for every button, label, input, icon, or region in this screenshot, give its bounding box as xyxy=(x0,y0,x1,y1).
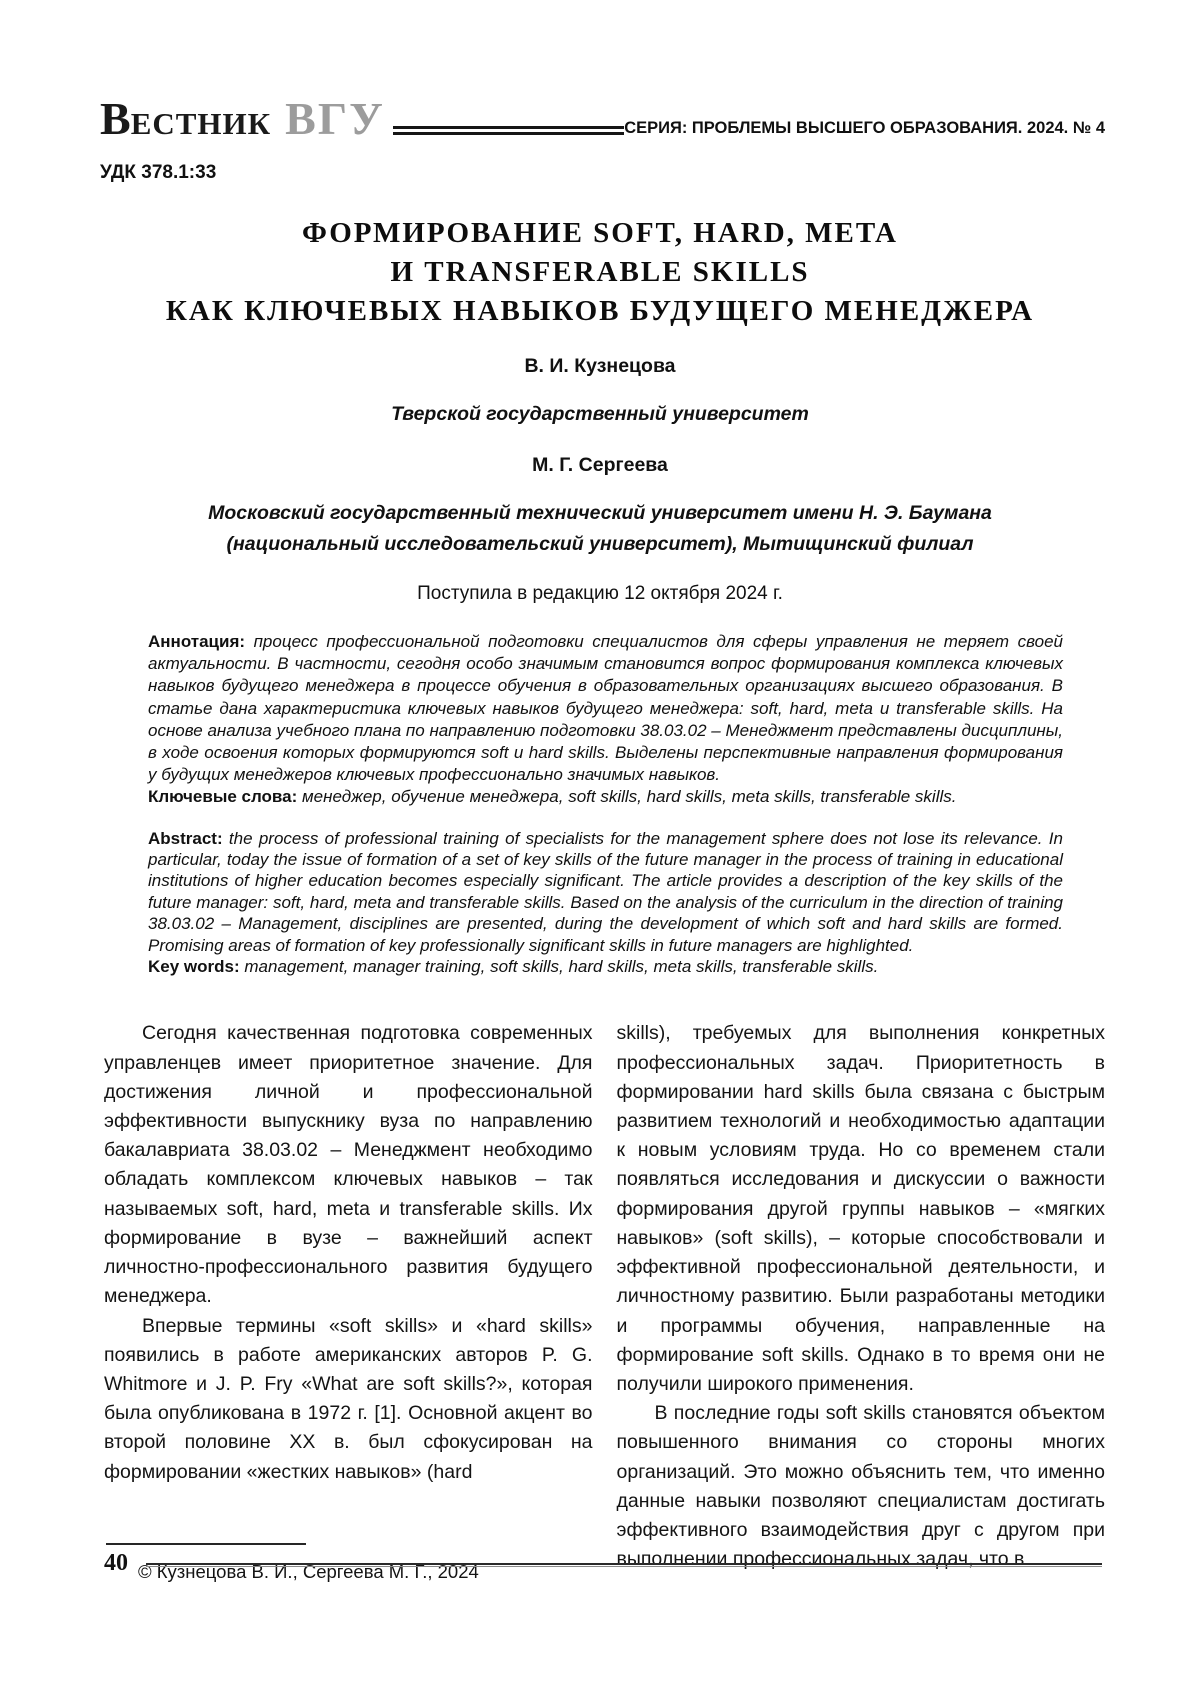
annotation-block xyxy=(148,631,1063,809)
keywords-ru-label: Ключевые слова: xyxy=(148,787,298,807)
abstract-text: the process of professional training of specialists for the management sphere does not lose its relevance. In particular, today the issue of formation of a set of key skills of the future manager in the process of training in educational institutions of higher education becomes especially significant. The article provides a description of the key skills of the future manager: soft, hard, meta and transferable skills. Based on the analysis of the curriculum in the direction of training 38.03.02 – Management, disciplines are presented, during the development of which soft and hard skills are formed. Promising areas of formation of key professionally significant skills in future managers are highlighted. xyxy=(148,828,1063,955)
author-2-affiliation-line1: Московский государственный технический университет имени Н. Э. Баумана xyxy=(208,502,992,524)
article-title-line2: И TRANSFERABLE SKILLS xyxy=(390,256,810,288)
article-title-line3: КАК КЛЮЧЕВЫХ НАВЫКОВ БУДУЩЕГО МЕНЕДЖЕРА xyxy=(165,295,1035,327)
footnote-rule xyxy=(106,1543,306,1545)
author-2-affiliation xyxy=(0,498,1200,560)
annotation-paragraph xyxy=(148,631,1063,786)
article-title-line1: ФОРМИРОВАНИЕ SOFT, HARD, META xyxy=(301,217,898,249)
body-paragraph: Впервые термины «soft skills» и «hard skills» появились в работе американских авторов P. G. Whitmore и J. P. Fry «What are soft skills?», которая была опубликована в 1972 г. [1]. Основной акцент во второй половине XX в. был сфокусирован на формировании «жестких навыков» (hard xyxy=(104,1314,593,1483)
keywords-en-text: management, manager training, soft skills, hard skills, meta skills, transferable skills. xyxy=(244,957,879,977)
journal-logo-rest: ЕСТНИК xyxy=(130,106,272,141)
abstract-label: Abstract: xyxy=(148,828,223,848)
author-2-name: М. Г. Сергеева xyxy=(532,454,668,476)
journal-logo-abbr: ВГУ xyxy=(285,93,385,144)
keywords-en-label: Key words: xyxy=(148,957,240,977)
page-number: 40 xyxy=(104,1550,128,1576)
keywords-en-line xyxy=(148,956,1063,977)
header-double-rule xyxy=(393,126,624,135)
annotation-text: процесс профессиональной подготовки специалистов для сферы управления не теряет своей актуальности. В частности, сегодня особо значимым становится вопрос формирования комплекса ключевых навыков будущего менеджера в процессе обучения в образовательных организациях высшего образования. В статье дана характеристика ключевых навыков будущего менеджера: soft, hard, meta и transferable skills. На основе анализа учебного плана по направлению подготовки 38.03.02 – Менеджмент представлены дисциплины, в ходе освоения которых формируются soft и hard skills. Выделены перспективные направления формирования у будущих менеджеров ключевых профессионально значимых навыков. xyxy=(148,632,1063,785)
abstract-block xyxy=(148,828,1063,978)
abstract-paragraph xyxy=(148,828,1063,956)
annotation-label: Аннотация: xyxy=(148,632,246,651)
author-1-name: В. И. Кузнецова xyxy=(524,355,676,377)
keywords-ru-text: менеджер, обучение менеджера, soft skills, hard skills, meta skills, transferable skills. xyxy=(302,787,957,807)
journal-logo xyxy=(100,93,385,144)
body-paragraph: Сегодня качественная подготовка современных управленцев имеет приоритетное значение. Для достижения личной и профессиональной эффективности выпускнику вуза по направлению бакалавриата 38.03.02 – Менеджмент необходимо обладать комплексом ключевых навыков – так называемых soft, hard, meta и transferable skills. Их формирование в вузе – важнейший аспект личностно-профессионального развития будущего менеджера. xyxy=(104,1022,593,1308)
author-2-affiliation-line2: (национальный исследовательский университет), Мытищинский филиал xyxy=(226,533,974,555)
udk-code: УДК 378.1:33 xyxy=(100,162,217,183)
page-header xyxy=(100,93,1105,144)
author-1-affiliation: Тверской государственный университет xyxy=(391,403,809,425)
article-title xyxy=(0,214,1200,331)
footer-rule xyxy=(146,1563,1102,1567)
body-left-column xyxy=(104,1019,593,1585)
keywords-ru-line xyxy=(148,786,1063,808)
article-body xyxy=(104,1019,1105,1585)
page-footer xyxy=(104,1551,1102,1575)
series-title: СЕРИЯ: ПРОБЛЕМЫ ВЫСШЕГО ОБРАЗОВАНИЯ. 2024. № 4 xyxy=(624,119,1105,137)
copyright-footnote: © Кузнецова В. И., Сергеева М. Г., 2024 xyxy=(138,1560,479,1582)
received-date: Поступила в редакцию 12 октября 2024 г. xyxy=(417,583,783,604)
journal-logo-initial: В xyxy=(100,93,131,144)
body-right-column xyxy=(617,1019,1106,1585)
body-paragraph: В последние годы soft skills становятся объектом повышенного внимания со стороны многих организаций. Это можно объяснить тем, что именно данные навыки позволяют специалистам достигать эффективного взаимодействия друг с другом при выполнении профессиональных задач, что в xyxy=(616,1402,1105,1571)
body-paragraph: skills), требуемых для выполнения конкретных профессиональных задач. Приоритетность в формировании hard skills была связана с быстрым развитием технологий и необходимостью адаптации к новым условиям труда. Но со временем стали появляться исследования и дискуссии о важности формирования другой группы навыков – «мягких навыков» (soft skills), – которые способствовали и эффективной профессиональной деятельности, и личностному развитию. Были разработаны методики и программы обучения, направленные на формирование soft skills. Однако в то время они не получили широкого применения. xyxy=(616,1022,1105,1395)
